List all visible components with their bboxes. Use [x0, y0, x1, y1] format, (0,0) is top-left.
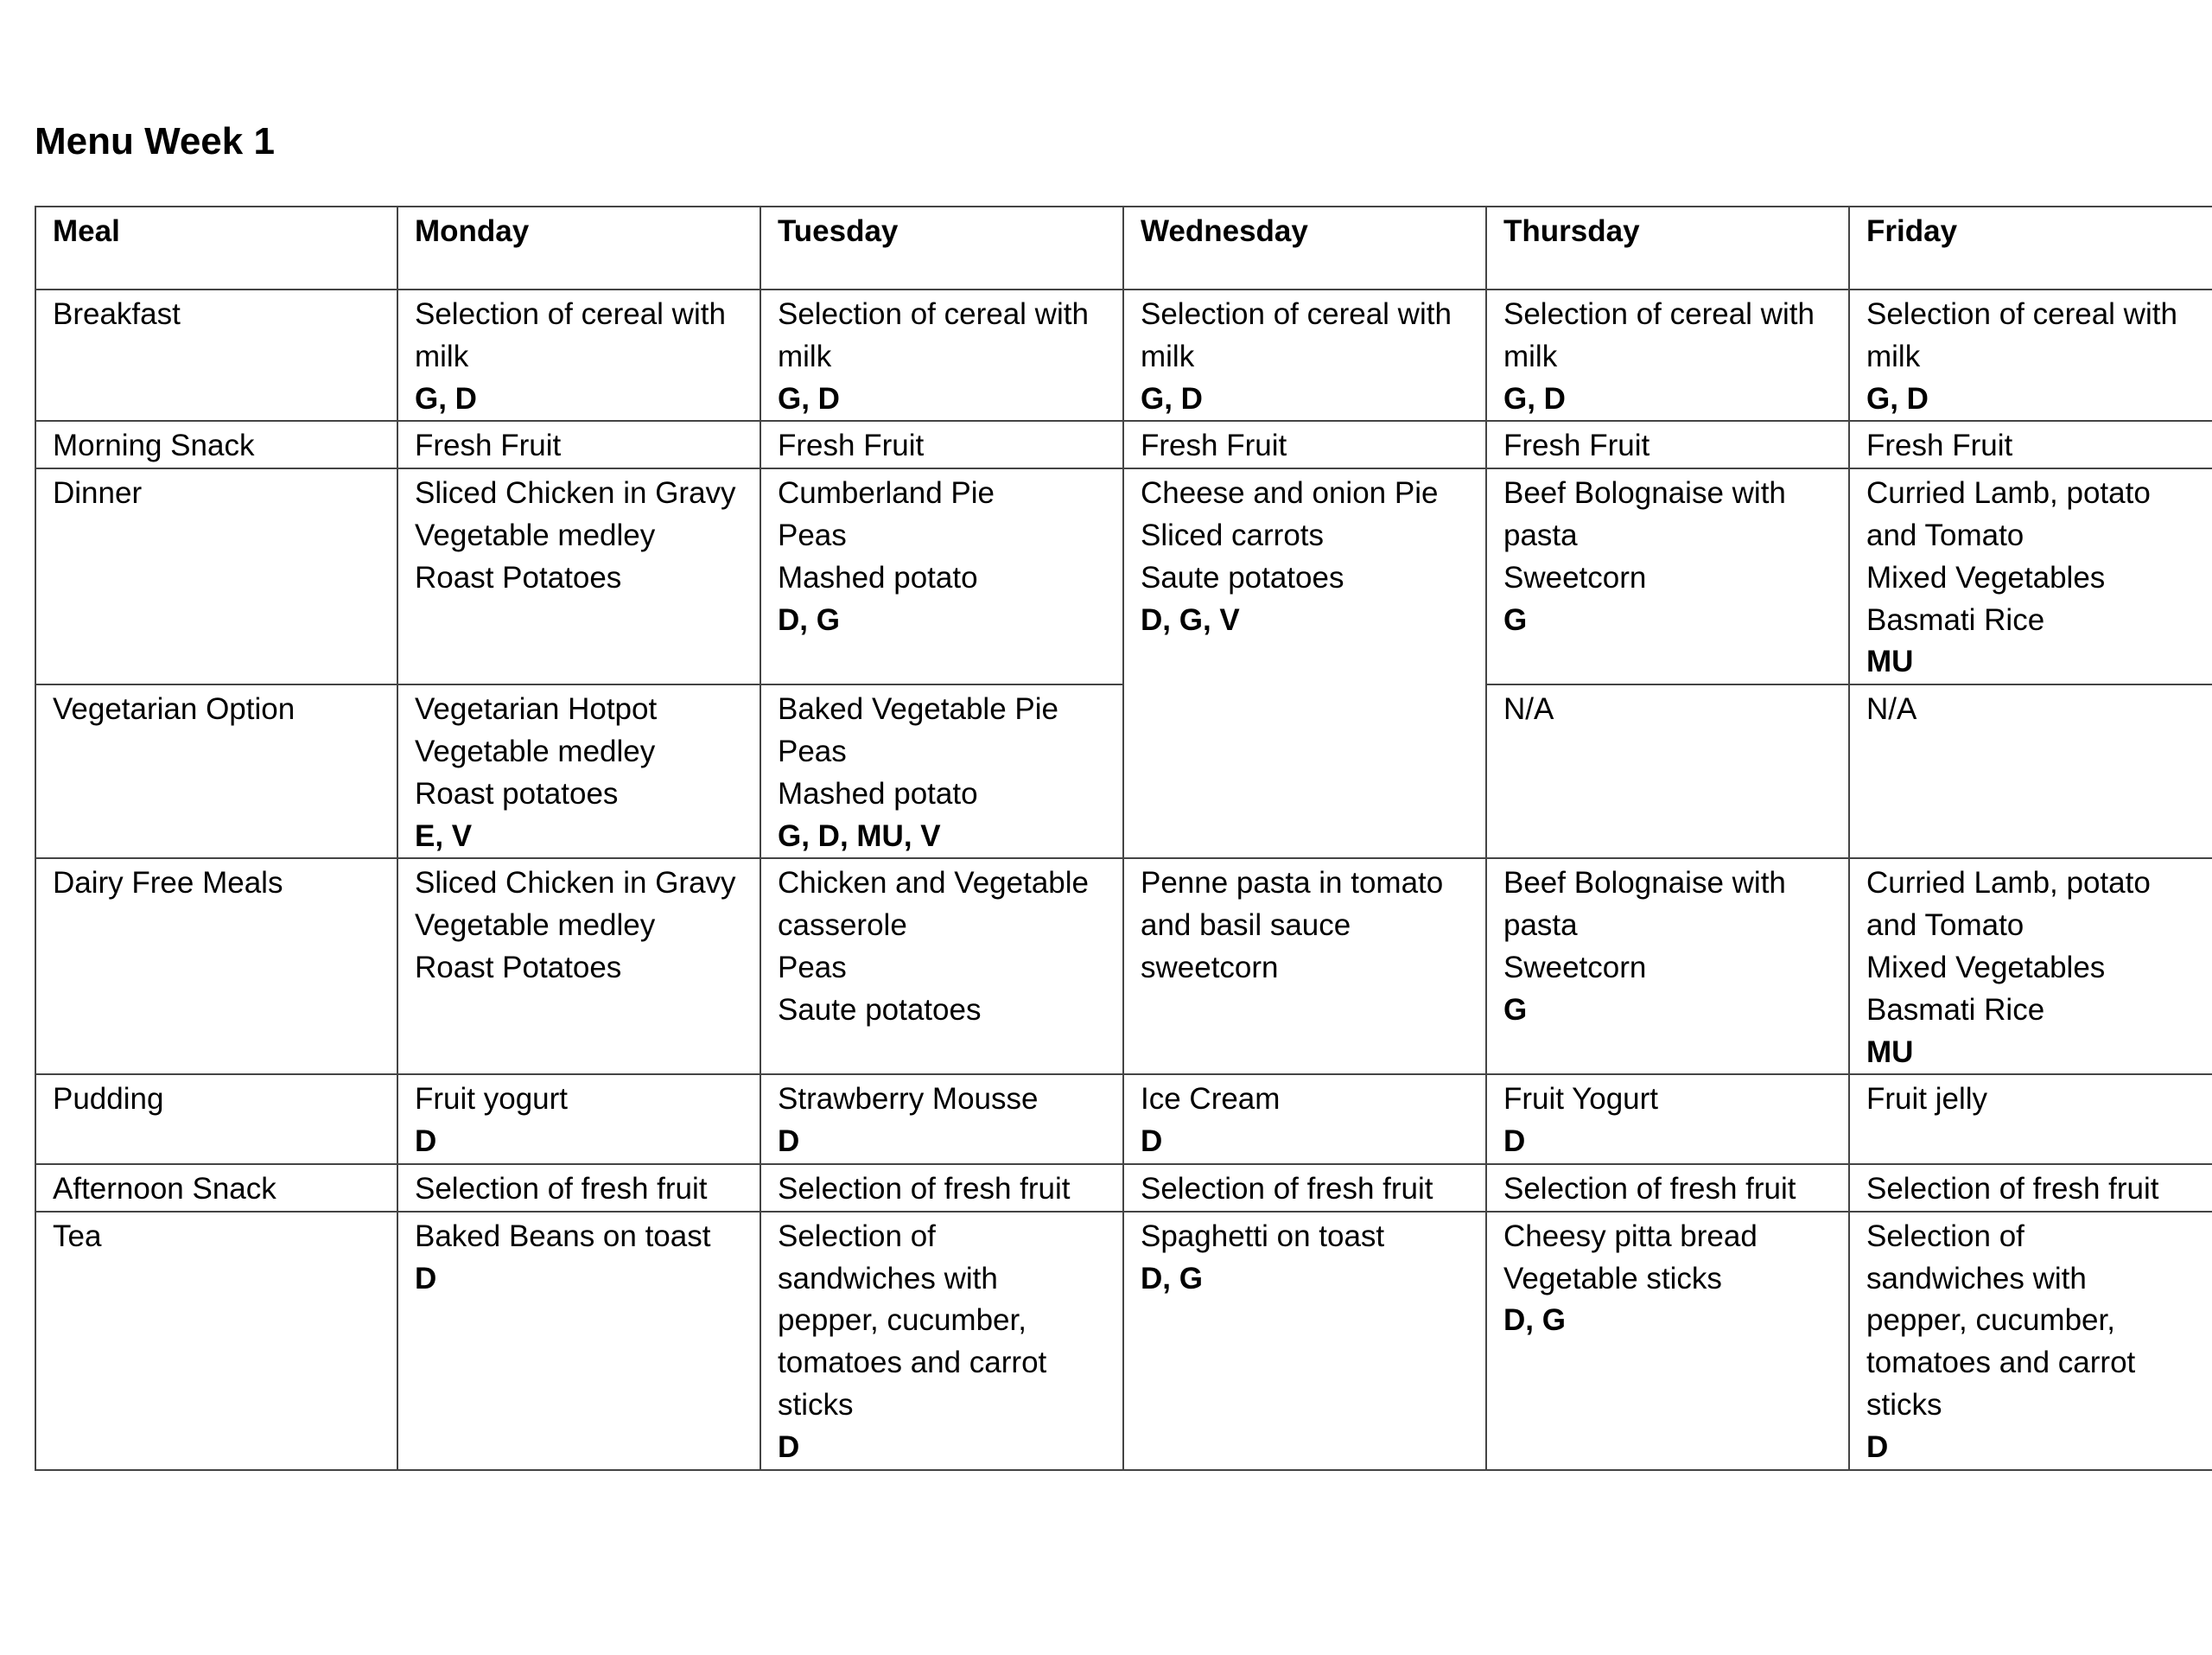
meal-label: Vegetarian Option [35, 684, 397, 858]
allergen-codes: E, V [415, 818, 473, 853]
dish-line: Vegetable sticks [1503, 1261, 1722, 1295]
dish-line: Fresh Fruit [778, 429, 925, 463]
dish-line: milk [1141, 339, 1195, 373]
allergen-codes: D, G [1503, 1303, 1566, 1338]
table-row [35, 468, 2212, 684]
menu-cell [397, 421, 760, 468]
dish-line: Vegetable medley [415, 908, 656, 943]
dish-line: sandwiches with [1866, 1261, 2087, 1295]
allergen-codes: MU [1866, 1034, 1914, 1069]
dish-line: Fresh Fruit [1866, 429, 2013, 463]
menu-cell [1486, 421, 1849, 468]
allergen-codes: G, D [415, 381, 477, 416]
dish-line: Basmati Rice [1866, 992, 2045, 1027]
meal-label: Morning Snack [35, 421, 397, 468]
menu-cell [760, 290, 1123, 421]
menu-cell [1849, 1212, 2212, 1470]
menu-cell [1486, 1212, 1849, 1470]
allergen-codes: G, D [1141, 381, 1203, 416]
menu-cell [1486, 468, 1849, 684]
dish-line: N/A [1866, 692, 1917, 727]
dish-line: milk [778, 339, 832, 373]
column-header-meal: Meal [35, 207, 397, 290]
column-header-friday: Friday [1849, 207, 2212, 290]
dish-line: Selection of [778, 1219, 936, 1253]
column-header-tuesday: Tuesday [760, 207, 1123, 290]
allergen-codes: G [1503, 602, 1528, 637]
meal-label: Dinner [35, 468, 397, 684]
menu-cell [760, 1074, 1123, 1164]
menu-cell [397, 468, 760, 684]
allergen-codes: G, D [1866, 381, 1929, 416]
allergen-codes: G, D [1503, 381, 1566, 416]
menu-cell [1849, 858, 2212, 1074]
dish-line: pepper, cucumber, [778, 1303, 1027, 1338]
dish-line: Curried Lamb, potato [1866, 476, 2151, 511]
allergen-codes: G [1503, 992, 1528, 1027]
dish-line: Spaghetti on toast [1141, 1219, 1385, 1253]
menu-cell [760, 1212, 1123, 1470]
menu-cell [1486, 1164, 1849, 1212]
dish-line: tomatoes and carrot [1866, 1346, 2136, 1380]
dish-line: Saute potatoes [1141, 560, 1344, 595]
allergen-codes: D, G [778, 602, 840, 637]
dish-line: Sweetcorn [1503, 950, 1647, 984]
dish-line: Fruit Yogurt [1503, 1082, 1658, 1117]
menu-cell [1123, 421, 1486, 468]
dish-line: Chicken and Vegetable [778, 866, 1089, 901]
meal-label: Breakfast [35, 290, 397, 421]
dish-line: Cumberland Pie [778, 476, 995, 511]
dish-line: pepper, cucumber, [1866, 1303, 2115, 1338]
allergen-codes: D [415, 1124, 437, 1159]
dish-line: Peas [778, 734, 847, 768]
dish-line: Peas [778, 950, 847, 984]
allergen-codes: D, G [1141, 1261, 1203, 1295]
menu-cell [1123, 1212, 1486, 1470]
menu-cell [1486, 1074, 1849, 1164]
dish-line: Vegetarian Hotpot [415, 692, 658, 727]
meal-label: Dairy Free Meals [35, 858, 397, 1074]
dish-line: Peas [778, 518, 847, 552]
header-row [35, 207, 2212, 290]
menu-table [35, 206, 2212, 1471]
dish-line: Beef Bolognaise with [1503, 476, 1786, 511]
dish-line: milk [1503, 339, 1558, 373]
dish-line: Fruit yogurt [415, 1082, 568, 1117]
dish-line: and basil sauce [1141, 908, 1351, 943]
dish-line: Mashed potato [778, 776, 978, 811]
meal-label: Afternoon Snack [35, 1164, 397, 1212]
dish-line: Sliced Chicken in Gravy [415, 476, 736, 511]
dish-line: Mixed Vegetables [1866, 560, 2106, 595]
dish-line: Mixed Vegetables [1866, 950, 2106, 984]
allergen-codes: D [415, 1261, 437, 1295]
menu-cell [397, 1164, 760, 1212]
menu-cell [397, 290, 760, 421]
dish-line: casserole [778, 908, 907, 943]
dish-line: Penne pasta in tomato [1141, 866, 1444, 901]
dish-line: Cheese and onion Pie [1141, 476, 1439, 511]
dish-line: Selection of cereal with [1866, 297, 2177, 331]
menu-cell [1849, 421, 2212, 468]
menu-cell [1123, 858, 1486, 1074]
allergen-codes: D, G, V [1141, 602, 1240, 637]
menu-cell [1849, 1074, 2212, 1164]
table-row [35, 1164, 2212, 1212]
dish-line: Roast Potatoes [415, 950, 622, 984]
column-header-thursday: Thursday [1486, 207, 1849, 290]
allergen-codes: D [1503, 1124, 1526, 1159]
dish-line: Fruit jelly [1866, 1082, 1988, 1117]
menu-cell [1849, 290, 2212, 421]
menu-cell [1123, 468, 1486, 858]
allergen-codes: D [1141, 1124, 1163, 1159]
menu-cell [1849, 1164, 2212, 1212]
menu-cell [1123, 290, 1486, 421]
column-header-monday: Monday [397, 207, 760, 290]
dish-line: Sliced carrots [1141, 518, 1325, 552]
dish-line: Fresh Fruit [1503, 429, 1650, 463]
menu-cell [397, 858, 760, 1074]
meal-label: Pudding [35, 1074, 397, 1164]
menu-cell [1123, 1164, 1486, 1212]
dish-line: Sliced Chicken in Gravy [415, 866, 736, 901]
menu-cell [397, 684, 760, 858]
dish-line: N/A [1503, 692, 1554, 727]
dish-line: milk [1866, 339, 1921, 373]
dish-line: Selection of fresh fruit [1866, 1171, 2159, 1206]
dish-line: Roast potatoes [415, 776, 619, 811]
dish-line: pasta [1503, 908, 1578, 943]
dish-line: Selection of fresh fruit [415, 1171, 708, 1206]
menu-cell [760, 468, 1123, 684]
dish-line: Fresh Fruit [415, 429, 562, 463]
allergen-codes: G, D, MU, V [778, 818, 941, 853]
table-row [35, 1212, 2212, 1470]
dish-line: sweetcorn [1141, 950, 1279, 984]
menu-cell [1486, 858, 1849, 1074]
dish-line: Selection of fresh fruit [778, 1171, 1071, 1206]
dish-line: Ice Cream [1141, 1082, 1281, 1117]
meal-label: Tea [35, 1212, 397, 1470]
dish-line: Selection of fresh fruit [1503, 1171, 1796, 1206]
menu-cell [1486, 290, 1849, 421]
dish-line: Selection of cereal with [778, 297, 1089, 331]
menu-cell [760, 858, 1123, 1074]
menu-cell [760, 421, 1123, 468]
dish-line: Vegetable medley [415, 734, 656, 768]
dish-line: Roast Potatoes [415, 560, 622, 595]
dish-line: Strawberry Mousse [778, 1082, 1039, 1117]
menu-cell [760, 1164, 1123, 1212]
dish-line: Baked Vegetable Pie [778, 692, 1058, 727]
page-title: Menu Week 1 [35, 120, 275, 162]
dish-line: Selection of cereal with [415, 297, 726, 331]
dish-line: Curried Lamb, potato [1866, 866, 2151, 901]
menu-cell [1123, 1074, 1486, 1164]
dish-line: Beef Bolognaise with [1503, 866, 1786, 901]
dish-line: Selection of cereal with [1503, 297, 1815, 331]
table-row [35, 858, 2212, 1074]
menu-cell [1486, 684, 1849, 858]
dish-line: sticks [1866, 1387, 1942, 1422]
menu-cell [1849, 468, 2212, 684]
dish-line: sticks [778, 1387, 854, 1422]
menu-cell [1849, 684, 2212, 858]
dish-line: Mashed potato [778, 560, 978, 595]
allergen-codes: G, D [778, 381, 840, 416]
dish-line: milk [415, 339, 469, 373]
dish-line: and Tomato [1866, 518, 2024, 552]
dish-line: Basmati Rice [1866, 602, 2045, 637]
allergen-codes: D [778, 1429, 800, 1464]
dish-line: sandwiches with [778, 1261, 998, 1295]
dish-line: Selection of cereal with [1141, 297, 1452, 331]
dish-line: Sweetcorn [1503, 560, 1647, 595]
dish-line: Selection of fresh fruit [1141, 1171, 1433, 1206]
allergen-codes: D [1866, 1429, 1889, 1464]
menu-cell [397, 1074, 760, 1164]
menu-cell [397, 1212, 760, 1470]
allergen-codes: D [778, 1124, 800, 1159]
dish-line: pasta [1503, 518, 1578, 552]
dish-line: Cheesy pitta bread [1503, 1219, 1758, 1253]
dish-line: tomatoes and carrot [778, 1346, 1047, 1380]
column-header-wednesday: Wednesday [1123, 207, 1486, 290]
allergen-codes: MU [1866, 645, 1914, 679]
dish-line: Fresh Fruit [1141, 429, 1287, 463]
dish-line: Vegetable medley [415, 518, 656, 552]
table-row [35, 290, 2212, 421]
table-row [35, 1074, 2212, 1164]
dish-line: Baked Beans on toast [415, 1219, 711, 1253]
dish-line: Selection of [1866, 1219, 2024, 1253]
dish-line: Saute potatoes [778, 992, 982, 1027]
menu-cell [760, 684, 1123, 858]
table-row [35, 421, 2212, 468]
dish-line: and Tomato [1866, 908, 2024, 943]
